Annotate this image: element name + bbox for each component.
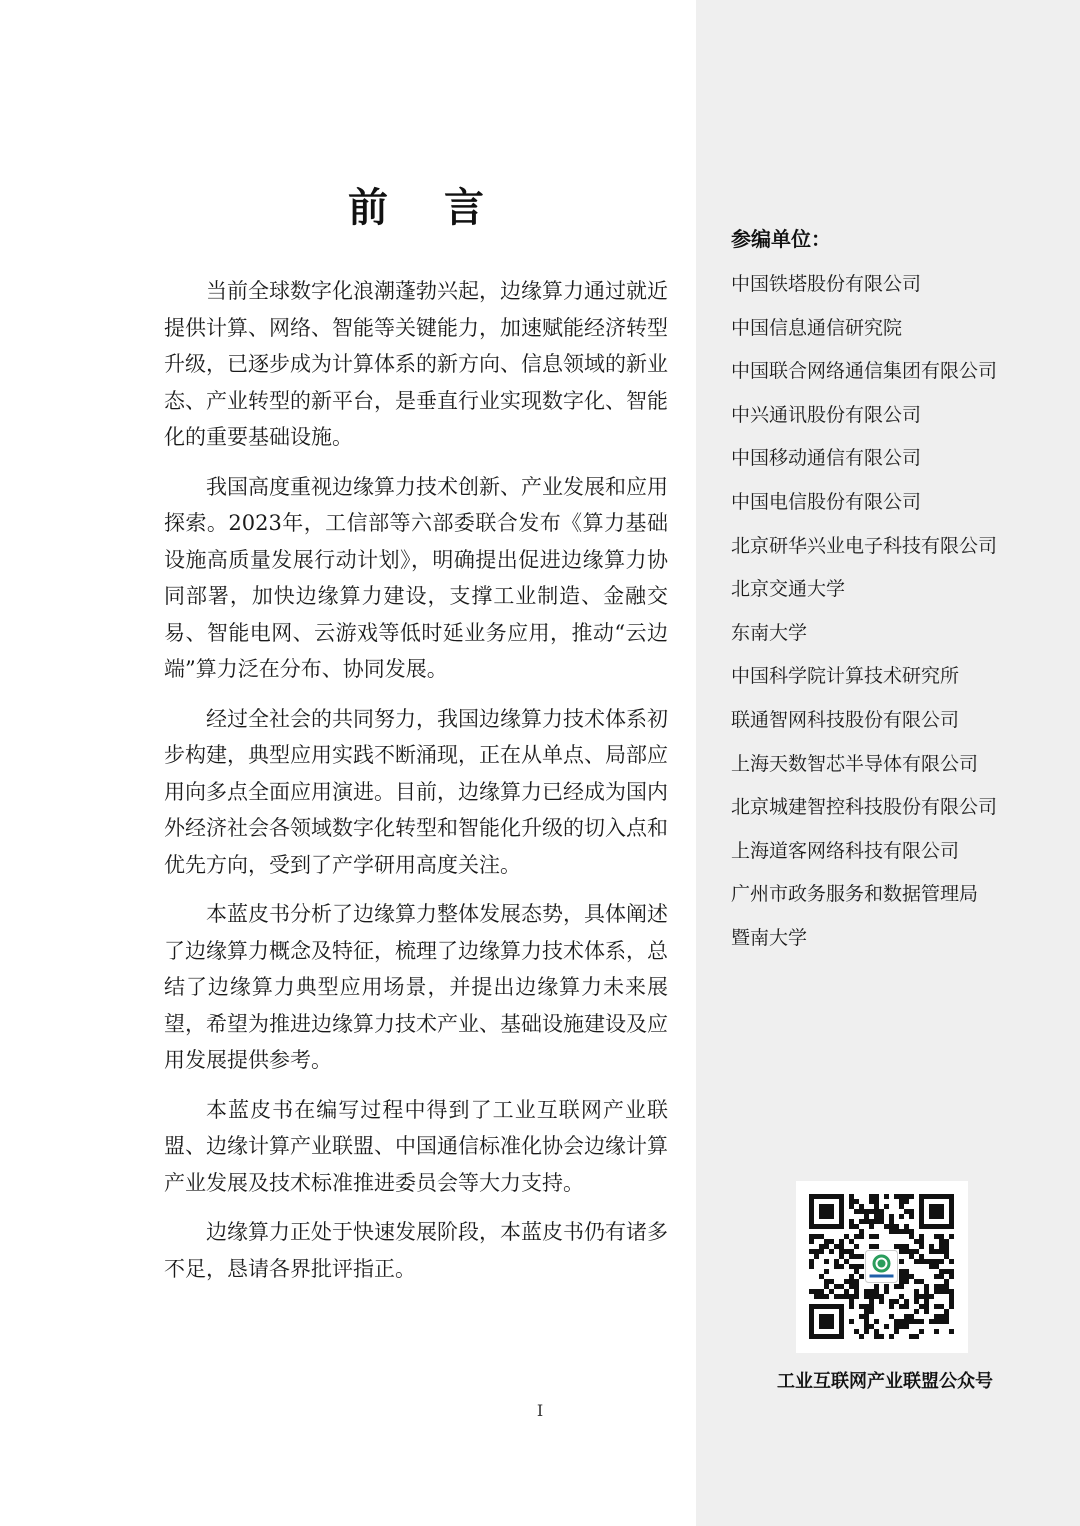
contributor-item: 广州市政务服务和数据管理局	[731, 883, 979, 906]
page-title: 前言	[348, 185, 540, 231]
contributor-item: 北京交通大学	[731, 578, 846, 601]
preface-paragraph: 当前全球数字化浪潮蓬勃兴起，边缘算力通过就近提供计算、网络、智能等关键能力，加速赋能经济转型升级，已逐步成为计算体系的新方向、信息领域的新业态、产业转型的新平台，是垂直行业实现数字化、智能化的重要基础设施。	[164, 279, 668, 449]
contributors-heading: 参编单位：	[731, 227, 831, 251]
contributor-item: 中国联合网络通信集团有限公司	[731, 360, 998, 383]
contributor-item: 中兴通讯股份有限公司	[731, 403, 922, 426]
contributor-item: 联通智网科技股份有限公司	[731, 708, 960, 731]
qr-caption: 工业互联网产业联盟公众号	[777, 1371, 993, 1392]
contributor-item: 中国铁塔股份有限公司	[731, 273, 922, 295]
preface-paragraph: 边缘算力正处于快速发展阶段，本蓝皮书仍有诸多不足，恳请各界批评指正。	[164, 1220, 668, 1281]
contributor-item: 上海天数智芯半导体有限公司	[731, 752, 979, 775]
contributors-list	[731, 263, 1061, 961]
contributor-item: 中国信息通信研究院	[731, 316, 903, 339]
contributor-item: 中国科学院计算技术研究所	[731, 665, 960, 688]
qr-code-icon[interactable]	[796, 1181, 968, 1353]
contributor-item: 上海道客网络科技有限公司	[731, 839, 960, 862]
contributor-item: 暨南大学	[731, 926, 808, 949]
contributor-item: 中国电信股份有限公司	[731, 490, 922, 513]
preface-paragraph: 本蓝皮书在编写过程中得到了工业互联网产业联盟、边缘计算产业联盟、中国通信标准化协会边缘计算产业发展及技术标准推进委员会等大力支持。	[164, 1097, 668, 1195]
contributor-item: 北京研华兴业电子科技有限公司	[731, 534, 998, 557]
contributor-item: 中国移动通信有限公司	[731, 447, 922, 470]
contributor-item: 北京城建智控科技股份有限公司	[731, 796, 998, 819]
preface-paragraph: 经过全社会的共同努力，我国边缘算力技术体系初步构建，典型应用实践不断涌现，正在从单点、局部应用向多点全面应用演进。目前，边缘算力已经成为国内外经济社会各领域数字化转型和智能化升级的切入点和优先方向，受到了产学研用高度关注。	[164, 706, 668, 877]
page-number: I	[536, 1401, 544, 1420]
contributor-item: 东南大学	[731, 621, 808, 644]
preface-body	[164, 273, 668, 1300]
preface-paragraph: 我国高度重视边缘算力技术创新、产业发展和应用探索。2023年，工信部等六部委联合发布《算力基础设施高质量发展行动计划》，明确提出促进边缘算力协同部署，加快边缘算力建设，支撑工业制造、金融交易、智能电网、云游戏等低时延业务应用，推动“云边端”算力泛在分布、协同发展。	[164, 474, 668, 681]
preface-paragraph: 本蓝皮书分析了边缘算力整体发展态势，具体阐述了边缘算力概念及特征，梳理了边缘算力技术体系，总结了边缘算力典型应用场景，并提出边缘算力未来展望，希望为推进边缘算力技术产业、基础设施建设及应用发展提供参考。	[164, 902, 668, 1072]
